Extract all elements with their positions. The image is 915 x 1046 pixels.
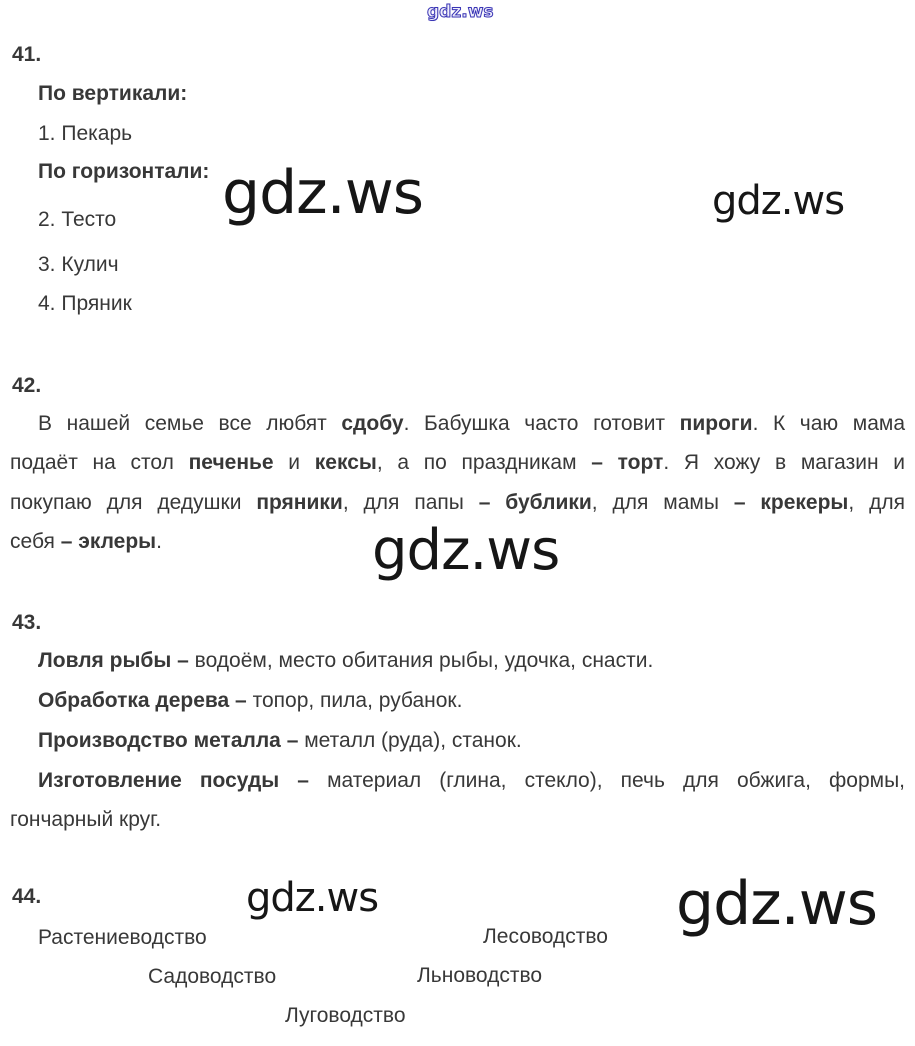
task43-line-fishing: Ловля рыбы – водоём, место обитания рыбы, удочка, снасти. [38,649,654,672]
task43-line-wood: Обработка дерева – топор, пила, рубанок. [38,689,463,712]
task41-item-4: 4. Пряник [38,292,132,315]
task41-item-2: 2. Тесто [38,208,117,231]
task41-vertical-header: По вертикали: [38,82,188,105]
watermark-gdzws-task41-right: gdz.ws [712,178,845,224]
task41-item-1: 1. Пекарь [38,122,133,145]
task41-horizontal-header: По горизонтали: [38,160,210,183]
task43-line-pottery-cont: гончарный круг. [10,808,162,831]
task42-line-4: себя – эклеры. [10,530,162,553]
task44-word-rastenievodstvo: Растениеводство [38,926,207,949]
watermark-gdzws-task42: gdz.ws [372,518,560,583]
task42-line-3: покупаю для дедушки пряники, для папы – бублики, для мамы – крекеры, для [10,491,905,514]
task42-line-2: подаёт на стол печенье и кексы, а по праздникам – торт. Я хожу в магазин и [10,451,906,474]
task43-line-metal: Производство металла – металл (руда), станок. [38,729,522,752]
task41-number: 41. [12,43,42,66]
task42-line-1: В нашей семье все любят сдобу. Бабушка часто готовит пироги. К чаю мама [38,412,905,435]
task43-number: 43. [12,611,42,634]
task41-item-3: 3. Кулич [38,253,119,276]
task42-number: 42. [12,374,42,397]
task44-number: 44. [12,885,42,908]
watermark-gdzws-task41: gdz.ws [222,158,424,228]
task43-line-pottery: Изготовление посуды – материал (глина, стекло), печь для обжига, формы, [38,769,905,792]
task44-word-sadovodstvo: Садоводство [148,965,277,988]
watermark-gdzws-top: gdz.ws [427,2,494,22]
task44-word-lugovodstvo: Луговодство [285,1004,406,1027]
task44-word-lesovodstvo: Лесоводство [483,925,608,948]
watermark-gdzws-task44-center: gdz.ws [246,875,379,921]
task44-word-lnovodstvo: Льноводство [417,964,543,987]
watermark-gdzws-task44-right: gdz.ws [676,869,878,939]
